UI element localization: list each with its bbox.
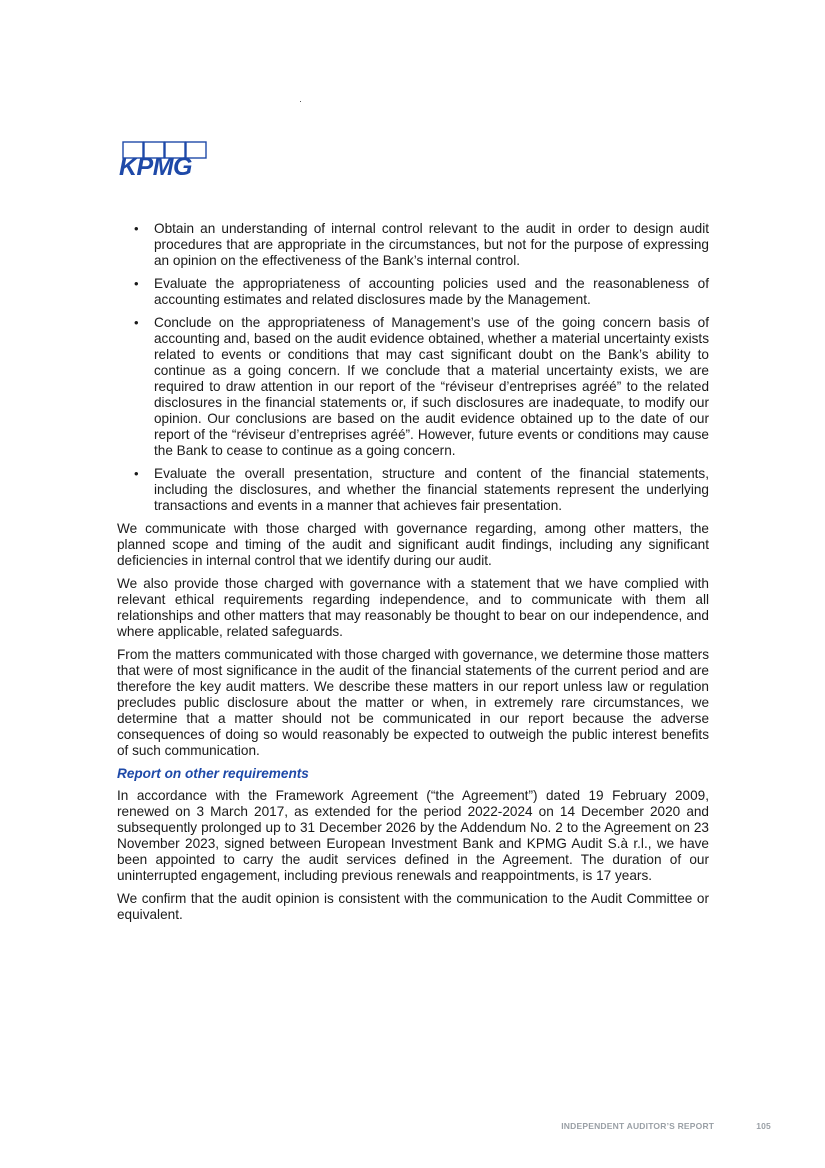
report-body xyxy=(117,221,709,930)
section-heading: Report on other requirements xyxy=(117,766,309,781)
list-item: • Evaluate the appropriateness of accounting policies used and the reasonableness of accounting estimates and related disclosures made by the Management. xyxy=(117,276,709,308)
paragraph-governance-communication: We communicate with those charged with governance regarding, among other matters, the planned scope and timing of the audit and significant audit findings, including any significant deficiencies in internal control that we identify during our audit. xyxy=(117,521,709,568)
stray-dot xyxy=(300,101,301,102)
paragraph-framework-agreement: In accordance with the Framework Agreement (“the Agreement”) dated 19 February 2009, renewed on 3 March 2017, as extended for the period 2022-2024 on 14 December 2020 and subsequently prolonged up to 31 December 2026 by the Addendum No. 2 to the Agreement on 23 November 2023, signed between European Investment Bank and KPMG Audit S.à r.l., we have been appointed to carry the audit services defined in the Agreement. The duration of our uninterrupted engagement, including previous renewals and reappointments, is 17 years. xyxy=(117,788,709,883)
footer-title: INDEPENDENT AUDITOR’S REPORT xyxy=(561,1121,715,1131)
kpmg-logo xyxy=(117,141,213,181)
page-number: 105 xyxy=(756,1121,771,1131)
svg-text:KPMG: KPMG xyxy=(119,153,192,181)
list-item: • Evaluate the overall presentation, structure and content of the financial statements, including the disclosures, and whether the financial statements represent the underlying transactions and events in a manner that achieves fair presentation. xyxy=(117,466,709,514)
paragraph-audit-opinion-consistency: We confirm that the audit opinion is consistent with the communication to the Audit Committee or equivalent. xyxy=(117,891,709,922)
paragraph-independence-statement: We also provide those charged with governance with a statement that we have complied with relevant ethical requirements regarding independence, and to communicate with them all relationships and other matters that may reasonably be thought to bear on our independence, and where applicable, related safeguards. xyxy=(117,576,709,639)
paragraph-key-audit-matters: From the matters communicated with those charged with governance, we determine those matters that were of most significance in the audit of the financial statements of the current period and are therefore the key audit matters. We describe these matters in our report unless law or regulation precludes public disclosure about the matter or when, in extremely rare circumstances, we determine that a matter should not be communicated in our report because the adverse consequences of doing so would reasonably be expected to outweigh the public interest benefits of such communication. xyxy=(117,647,709,758)
page-footer xyxy=(561,1121,771,1131)
list-item: • Conclude on the appropriateness of Management’s use of the going concern basis of accounting and, based on the audit evidence obtained, whether a material uncertainty exists related to events or conditions that may cast significant doubt on the Bank’s ability to continue as a going concern. If we conclude that a material uncertainty exists, we are required to draw attention in our report of the “réviseur d’entreprises agréé” to the related disclosures in the financial statements or, if such disclosures are inadequate, to modify our opinion. Our conclusions are based on the audit evidence obtained up to the date of our report of the “réviseur d’entreprises agréé”. However, future events or conditions may cause the Bank to cease to continue as a going concern. xyxy=(117,315,709,459)
bullet-list xyxy=(117,221,709,514)
list-item: • Obtain an understanding of internal control relevant to the audit in order to design audit procedures that are appropriate in the circumstances, but not for the purpose of expressing an opinion on the effectiveness of the Bank’s internal control. xyxy=(117,221,709,269)
